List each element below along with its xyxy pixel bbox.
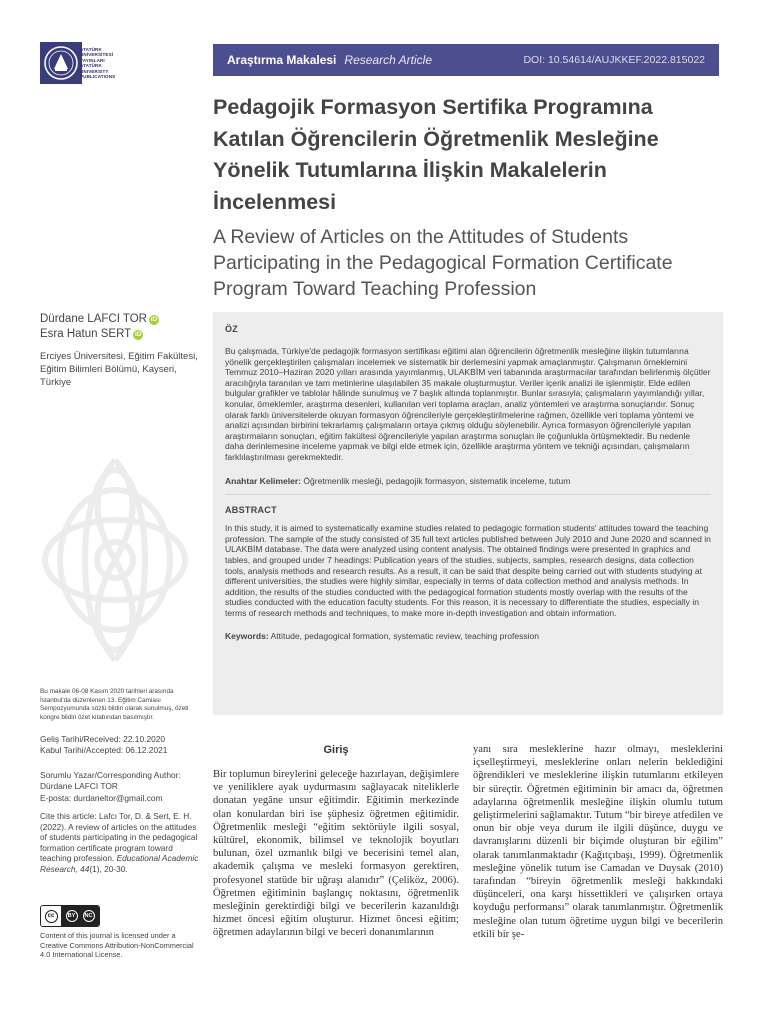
keywords-tr-list: Öğretmenlik mesleği, pedagojik formasyon, sistematik inceleme, tutum	[303, 475, 571, 486]
article-type-en: Research Article	[344, 53, 432, 67]
publisher-logo	[40, 42, 82, 84]
orcid-icon[interactable]: iD	[150, 316, 158, 323]
author-name[interactable]: Esra Hatun SERT	[40, 328, 132, 340]
cc-by-icon: BY	[66, 910, 78, 922]
received-date: Geliş Tarihi/Received: 22.10.2020	[40, 734, 166, 744]
keywords-tr-label: Anahtar Kelimeler:	[225, 475, 301, 486]
article-title-en: A Review of Articles on the Attitudes of Students Participating in the Pedagogical Formation Certificate Program Toward Teaching Profession	[213, 226, 673, 300]
cc-terms	[61, 906, 99, 926]
keywords-en	[225, 631, 711, 642]
body-column-1: Bir toplumun bireylerini geleceğe hazırlayan, değişimlere ve yeniliklere ayak uydurmasını sağlayacak niteliklerle donatan yegâne unsur eğitimdir. Eğitimin merkezinde olan konulardan biri ise şüphesiz öğretmen eğitimidir. Öğretmenlik mesleği “eğitim sektörüyle ilgili sosyal, kültürel, ekonomik, bilimsel ve teknolojik boyutları bulunan, özel uzmanlık bilgi ve becerisini temel alan, akademik çalışma ve mesleki formasyon gerektiren, profesyonel statüde bir uğraşı alanıdır” (Çeliköz, 2006). Öğretmen eğitiminin başlangıç noktasını, öğretmenlik mesleğinin gerektirdiği bilgi ve becerilerin kazanıldığı hizmet öncesi eğitim oluşturur. Hizmet öncesi eğitim; öğretmen adaylarının bilgi ve beceri donanımlarının	[213, 769, 459, 939]
license-text: Content of this journal is licensed under a Creative Commons Attribution-NonCommercial 4.0 International License.	[40, 931, 194, 959]
citation-block	[40, 811, 200, 875]
doi-link[interactable]: DOI: 10.54614/AUJKKEF.2022.815022	[523, 54, 705, 66]
abstract-tr-text: Bu çalışmada, Türkiye'de pedagojik formasyon sertifikası eğitimi alan öğrencilerin öğretmenlik mesleğine ilişkin tutumlarına yönelik gerçekleştirilen çalışmaları incelemek ve sistematik bir derlemesini yapmak amaçlanmıştır. Çalışmanın örneklemini Temmuz 2010–Haziran 2020 yılları arasında yayımlanmış, ULAKBİM veri tabanında araştırmacılar tarafından belirlenmiş ölçütler aracılığıyla taranılan ve tam metinlerine ulaşılabilen 35 makale oluşturmuştur. Veriler içerik analizi ile işlenmiştir. Elde edilen bulgular grafikler ve tablolar hâlinde sunulmuş ve 7 başlık altında toplanmıştır. Bunlar sırasıyla; çalışmaların yayımlandığı yıllar, konular, örneklemler, araştırma desenleri, kullanılan veri toplama araçları, analiz yöntemleri ve araştırma sonuçlarıdır. Sonuç olarak farklı üniversitelerde okuyan formasyon öğrencileriyle gerçekleştirilmelerine rağmen, özellikle veri toplama yöntemi ve analizi açısından birbirini tekrarlamış çalışmaların ortaya çıkmış olduğu söylenebilir. Ayrıca formasyon öğrencileriyle yapılan araştırmaların sonuçları, eğitim fakültesi öğrencileriyle yapılan araştırma sonuçları ile çoğunlukla örtüşmektedir. Bu nedenle daha derinlemesine inceleme yapmak ve bilgi elde etmek için, özellikle araştırma yöntem ve tekniği açısından, çalışmaların farklılaştırılması gerekmektedir.	[225, 346, 711, 462]
logo-line: YAYINLARI	[80, 57, 105, 63]
logo-line: ATATÜRK	[80, 47, 102, 52]
author-list	[40, 312, 159, 342]
orcid-icon[interactable]: iD	[134, 331, 142, 338]
university-seal-icon	[40, 42, 82, 84]
corresponding-email[interactable]: E-posta: durdaneltor@gmail.com	[40, 792, 163, 803]
abstract-tr-heading: ÖZ	[225, 324, 239, 334]
conference-note: Bu makale 06-08 Kasım 2020 tarihleri arasında İstanbul'da düzenlenen 13. Eğitim Camiası Sempozyumunda sözlü bildiri olarak sunulmuş, özeti kongre bildiri özet kitabından basılmıştır.	[40, 688, 189, 721]
corresponding-author	[40, 770, 200, 804]
ornament-watermark-icon	[40, 440, 190, 680]
article-type-tr: Araştırma Makalesi	[227, 53, 337, 67]
logo-line: UNIVERSITY	[80, 68, 109, 74]
abstract-en-text: In this study, it is aimed to systematically examine studies related to pedagogic formation students' attitudes toward the teaching profession. The sample of the study consisted of 35 full text articles published between July 2010 and June 2020 and scanned in ULAKBİM database. The data were analyzed using content analysis. The obtained findings were presented in graphics and tables, and grouped under 7 headings: Publication years of the studies, subjects, samples, research designs, data collection tools, analysis methods and research results. As a result, it can be said that despite being carried out with students studying at different universities, the studies were highly similar, especially in terms of data collection method and analysis methods. In addition, the results of the studies conducted with the pedagogical formation students mostly overlap with the results of the studies conducted with the education faculty students. For this reason, it is necessary to differentiate the studies, especially in terms of research methods and techniques, to make more in-depth investigation and obtain information.	[225, 523, 711, 618]
keywords-en-label: Keywords:	[225, 631, 269, 642]
author-affiliation: Erciyes Üniversitesi, Eğitim Fakültesi, Eğitim Bilimleri Bölümü, Kayseri, Türkiye	[40, 351, 198, 388]
article-dates	[40, 734, 200, 757]
abstract-divider	[225, 494, 711, 495]
body-column-2: yanı sıra mesleklerine hazır olmayı, mesleklerini içselleştirmeyi, mesleklerine onları nelerin beklediğini öğrendikleri ve mesleklerine ilişkin tutumlarını etkileyen bir süreçtir. Öğretmen eğitiminin bir amacı da, öğretmen adaylarına öğretmenlik mesleğine ilişkin olumlu tutum geliştirmelerini sağlamaktır. Tutum “bir bireye atfedilen ve onun bir obje veya durum ile ilgili düşünce, duygu ve davranışlarını düzenli bir biçimde oluşturan bir eğilim” olarak tanımlanmaktadır (Kağıtçıbaşı, 1999). Öğretmenlik mesleğine yönelik tutum ise Camadan ve Duysak (2010) tarafından “bireyin öğretmenlik mesleği hakkındaki düşünceleri, ona karşı hissettikleri ve çalışırken ortaya koyduğu performansı” olarak tanımlanmıştır. Öğretmenlik mesleğine olan tutum öğretime uygun bilgi ve becerilerin etkili bir şe-	[473, 744, 723, 940]
publisher-name	[80, 47, 115, 79]
article-header-bar	[213, 44, 719, 76]
cc-nc-icon: NC	[83, 910, 95, 922]
corresponding-label: Sorumlu Yazar/Corresponding Author:	[40, 770, 181, 780]
author-entry	[40, 327, 159, 342]
abstract-en-heading: ABSTRACT	[225, 505, 277, 516]
cc-logo	[41, 906, 61, 926]
citation-issue: (1), 20-30.	[89, 863, 128, 874]
author-name[interactable]: Dürdane LAFCI TOR	[40, 313, 147, 325]
citation-journal: Educational Academic Research, 44	[40, 853, 199, 874]
logo-line: PUBLICATIONS	[80, 74, 116, 80]
cc-icon: cc	[45, 910, 58, 923]
author-entry	[40, 312, 159, 327]
section-heading-intro: Giriş	[323, 744, 349, 756]
article-title-tr: Pedagojik Formasyon Sertifika Programına Katılan Öğrencilerin Öğretmenlik Mesleğine Yönelik Tutumlarına İlişkin Makalelerin İncelenmesi	[213, 95, 659, 214]
accepted-date: Kabul Tarihi/Accepted: 06.12.2021	[40, 745, 168, 756]
citation-text: Cite this article: Lafcı Tor, D. & Sert, E. H. (2022). A review of articles on the attitudes of students participating in the pedagogical formation certificate program toward teaching profession.	[40, 811, 198, 864]
creative-commons-badge[interactable]	[40, 905, 100, 927]
keywords-en-list: Attitude, pedagogical formation, systematic review, teaching profession	[270, 631, 540, 642]
corresponding-name: Dürdane LAFCI TOR	[40, 781, 118, 792]
logo-line: ÜNİVERSİTESİ	[80, 52, 114, 58]
keywords-tr	[225, 476, 711, 487]
logo-line: ATATÜRK	[80, 63, 102, 69]
abstract-box	[213, 312, 723, 715]
